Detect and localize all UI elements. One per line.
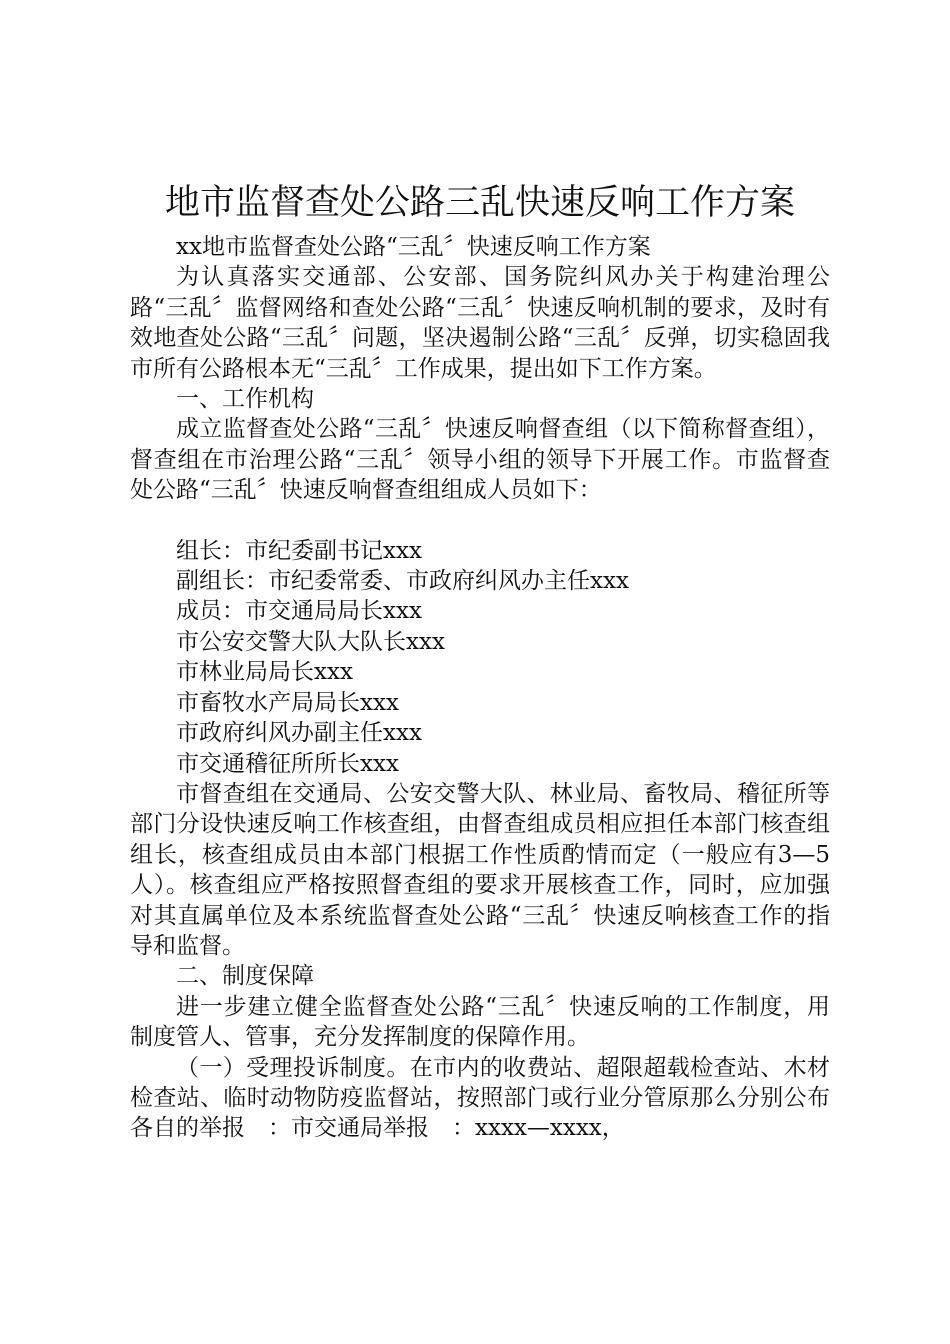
paragraph-gap [130,506,830,536]
section2-paragraph: 进一步建立健全监督查处公路“三乱〞快速反响的工作制度，用制度管人、管事，充分发挥制度的保障作用。 [130,993,830,1051]
member-line: 成员：市交通局局长xxx [176,598,422,625]
section1-paragraph-2: 市督查组在交通局、公安交警大队、林业局、畜牧局、稽征所等部门分设快速反响工作核查组，由督查组成员相应担任本部门核查组组长，核查组成员由本部门根据工作性质酌情而定（一般应有3—5人）。核查组应严格按照督查组的要求开展核查工作，同时，应加强对其直属单位及本系统监督查处公路“三乱〞快速反响核查工作的指导和监督。 [130,780,830,959]
document-body [130,232,830,1144]
member-line: 市交通稽征所所长xxx [176,750,399,777]
document-title: 地市监督查处公路三乱快速反响工作方案 [164,183,795,223]
member-line: 市林业局局长xxx [176,659,353,686]
member-line: 副组长：市纪委常委、市政府纠风办主任xxx [176,568,629,595]
intro-paragraph: 为认真落实交通部、公安部、国务院纠风办关于构建治理公路“三乱〞监督网络和查处公路“三乱〞快速反响机制的要求，及时有效地查处公路“三乱〞问题，坚决遏制公路“三乱〞反弹，切实稳固我市所有公路根本无“三乱〞工作成果，提出如下工作方案。 [130,264,830,382]
section2-item-1: （一）受理投诉制度。在市内的收费站、超限超载检查站、木材检查站、临时动物防疫监督站，按照部门或行业分管原那么分别公布各自的举报 ：市交通局举报 ：xxxx—xxxx， [130,1054,830,1142]
section-heading-1: 一、工作机构 [176,386,314,413]
member-line: 市政府纠风办副主任xxx [176,720,422,747]
section-heading-2: 二、制度保障 [176,963,314,990]
member-line: 市公安交警大队大队长xxx [176,628,445,655]
member-line: 市畜牧水产局局长xxx [176,689,399,716]
member-line: 组长：市纪委副书记xxx [176,537,422,564]
section1-paragraph: 成立监督查处公路“三乱〞快速反响督查组（以下简称督查组），督查组在市治理公路“三乱〞领导小组的领导下开展工作。市监督查处公路“三乱〞快速反响督查组组成人员如下： [130,416,830,504]
subtitle: xx地市监督查处公路“三乱〞快速反响工作方案 [176,234,651,260]
